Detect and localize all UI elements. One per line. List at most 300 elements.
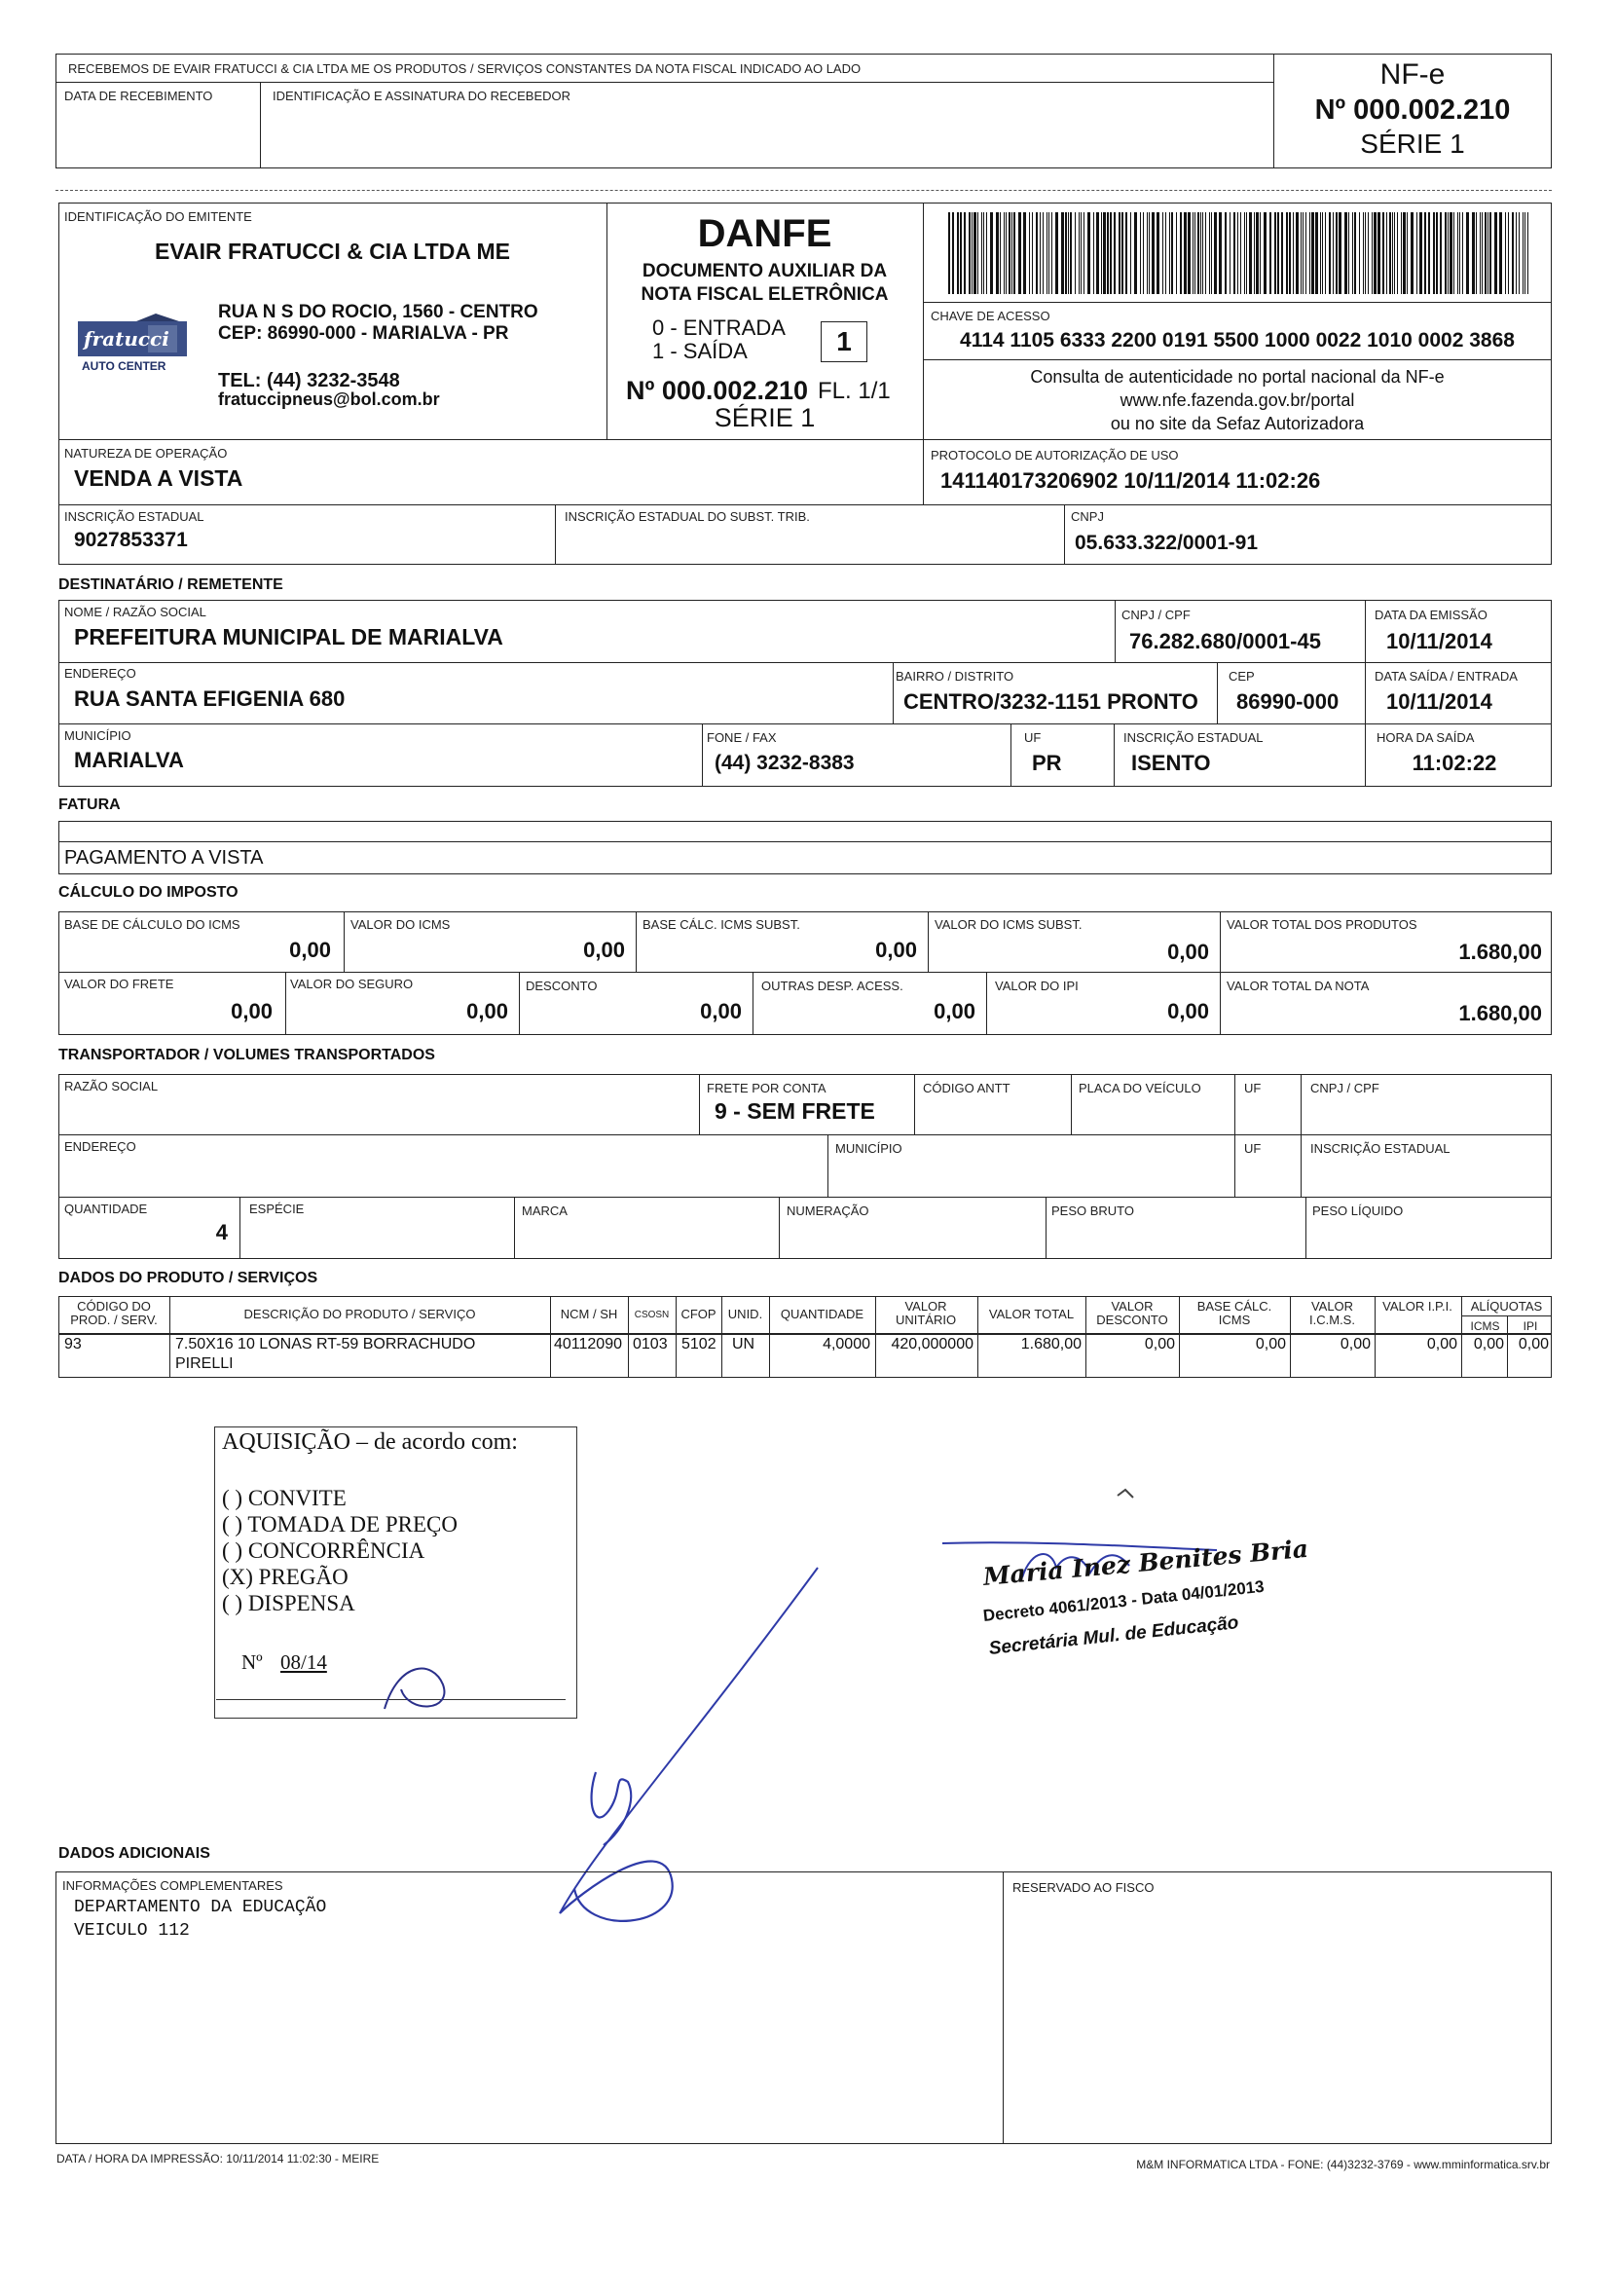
- fisco-label: RESERVADO AO FISCO: [1012, 1880, 1155, 1895]
- transp-num-label: NUMERAÇÃO: [787, 1204, 869, 1218]
- dest-municipio: MARIALVA: [74, 748, 184, 772]
- h-cod: CÓDIGO DO PROD. / SERV.: [70, 1299, 158, 1327]
- item-qtd: 4,0000: [823, 1336, 870, 1352]
- danfe-sub2: NOTA FISCAL ELETRÔNICA: [641, 284, 889, 305]
- barcode-bar: [1305, 212, 1306, 294]
- barcode-bar: [1448, 212, 1449, 294]
- dest-ie-label: INSCRIÇÃO ESTADUAL: [1123, 730, 1264, 745]
- h-csosn: CSOSN: [634, 1310, 670, 1320]
- danfe-titulo: DANFE: [697, 212, 832, 255]
- barcode-bar: [1171, 212, 1173, 294]
- barcode-bar: [1315, 212, 1318, 294]
- item-aicms: 0,00: [1473, 1336, 1504, 1352]
- transp-ie-label: INSCRIÇÃO ESTADUAL: [1310, 1141, 1451, 1156]
- barcode-bar: [1165, 212, 1166, 294]
- item-vunit: 420,000000: [891, 1336, 973, 1352]
- barcode-bar: [1147, 212, 1148, 294]
- chave-label: CHAVE DE ACESSO: [931, 309, 1050, 323]
- barcode-bar: [1309, 212, 1310, 294]
- barcode-bar: [1348, 212, 1349, 294]
- barcode-bar: [1013, 212, 1015, 294]
- barcode-bar: [1055, 212, 1058, 294]
- produtos-titulo: DADOS DO PRODUTO / SERVIÇOS: [58, 1270, 318, 1286]
- barcode-bar: [1162, 212, 1163, 294]
- barcode-bar: [1389, 212, 1391, 294]
- fatura-valor: PAGAMENTO A VISTA: [64, 847, 264, 869]
- barcode-bar: [1264, 212, 1267, 294]
- dest-fone-label: FONE / FAX: [707, 730, 777, 745]
- barcode-bar: [1119, 212, 1120, 294]
- barcode-bar: [1157, 212, 1159, 294]
- frete: 0,00: [231, 999, 273, 1023]
- barcode-bar: [1281, 212, 1283, 294]
- dest-end-label: ENDEREÇO: [64, 666, 136, 681]
- bc-icms: 0,00: [289, 938, 331, 962]
- item-aipi: 0,00: [1518, 1336, 1549, 1352]
- cnpj-label: CNPJ: [1071, 509, 1104, 524]
- barcode-bar: [1416, 212, 1417, 294]
- v-prod: 1.680,00: [1458, 940, 1542, 964]
- barcode-bar: [1466, 212, 1469, 294]
- seguro-label: VALOR DO SEGURO: [290, 977, 414, 991]
- barcode-bar: [1462, 212, 1463, 294]
- chave-consulta1: Consulta de autenticidade no portal nacional da NF-e: [1030, 367, 1445, 387]
- barcode-bar: [1274, 212, 1276, 294]
- barcode-bar: [1176, 212, 1177, 294]
- barcode-bar: [1048, 212, 1049, 294]
- barcode-bar: [1428, 212, 1430, 294]
- emitente-tel: TEL: (44) 3232-3548: [218, 370, 400, 391]
- stamp-num: 08/14: [280, 1650, 327, 1674]
- dest-nome: PREFEITURA MUNICIPAL DE MARIALVA: [74, 624, 503, 649]
- barcode-bar: [1079, 212, 1080, 294]
- v-icms: 0,00: [583, 938, 625, 962]
- barcode-bar: [1286, 212, 1288, 294]
- barcode-bar: [1301, 212, 1302, 294]
- barcode-bar: [1009, 212, 1010, 294]
- barcode-bar: [1121, 212, 1123, 294]
- h-aicms: ICMS: [1470, 1319, 1500, 1333]
- barcode-bar: [1424, 212, 1426, 294]
- ipi-label: VALOR DO IPI: [995, 979, 1079, 993]
- barcode-bar: [973, 212, 976, 294]
- barcode-bar: [1070, 212, 1072, 294]
- barcode-bar: [1450, 212, 1452, 294]
- emitente-email: fratuccipneus@bol.com.br: [218, 389, 440, 409]
- barcode-bar: [1237, 212, 1238, 294]
- barcode-bar: [1476, 212, 1477, 294]
- barcode-bar: [1459, 212, 1460, 294]
- fatura-titulo: FATURA: [58, 796, 121, 813]
- barcode-bar: [1440, 212, 1442, 294]
- barcode-bar: [1485, 212, 1487, 294]
- transp-frete-label: FRETE POR CONTA: [707, 1081, 826, 1095]
- barcode-bar: [1394, 212, 1395, 294]
- transp-mun-label: MUNICÍPIO: [835, 1141, 902, 1156]
- barcode-bar: [1225, 212, 1227, 294]
- barcode-bar: [1004, 212, 1005, 294]
- danfe-folha: FL. 1/1: [818, 378, 891, 404]
- item-bc: 0,00: [1255, 1336, 1286, 1352]
- barcode-bar: [1407, 212, 1408, 294]
- barcode-bar: [1249, 212, 1252, 294]
- barcode-bar: [1043, 212, 1044, 294]
- assinatura-cargo: Secretária Mul. de Educação: [987, 1612, 1240, 1659]
- h-vtot: VALOR TOTAL: [988, 1307, 1075, 1321]
- transp-pb-label: PESO BRUTO: [1051, 1204, 1135, 1218]
- canhoto-ident-label: IDENTIFICAÇÃO E ASSINATURA DO RECEBEDOR: [273, 89, 571, 103]
- frete-label: VALOR DO FRETE: [64, 977, 174, 991]
- barcode-bar: [1240, 212, 1241, 294]
- barcode-bar: [1527, 212, 1528, 294]
- barcode-bar: [1083, 212, 1084, 294]
- barcode-bar: [1472, 212, 1475, 294]
- barcode-bar: [1311, 212, 1314, 294]
- stamp-l2: ( ) TOMADA DE PREÇO: [222, 1512, 458, 1537]
- barcode-bar: [1149, 212, 1150, 294]
- item-unid: UN: [732, 1336, 755, 1352]
- ie-st-label: INSCRIÇÃO ESTADUAL DO SUBST. TRIB.: [565, 509, 810, 524]
- logo-text: fratucci: [84, 327, 169, 351]
- emitente-logo: [78, 314, 187, 374]
- barcode-bar: [1524, 212, 1525, 294]
- barcode-bar: [1333, 212, 1334, 294]
- canhoto-data-label: DATA DE RECEBIMENTO: [64, 89, 213, 103]
- barcode-bar: [1101, 212, 1102, 294]
- barcode-bar: [1269, 212, 1271, 294]
- dest-emissao-label: DATA DA EMISSÃO: [1375, 608, 1487, 622]
- barcode-bar: [960, 212, 962, 294]
- canhoto-nfe: NF-e: [1379, 58, 1446, 91]
- stamp-l5: ( ) DISPENSA: [222, 1591, 355, 1615]
- bc-st-label: BASE CÁLC. ICMS SUBST.: [643, 917, 800, 932]
- item-vtot: 1.680,00: [1020, 1336, 1082, 1352]
- barcode-bar: [1499, 212, 1502, 294]
- h-aipi: IPI: [1523, 1319, 1538, 1333]
- barcode-bar: [972, 212, 973, 294]
- barcode-bar: [1322, 212, 1323, 294]
- barcode-bar: [1457, 212, 1458, 294]
- h-vipi: VALOR I.P.I.: [1382, 1299, 1452, 1314]
- transp-razao-label: RAZÃO SOCIAL: [64, 1079, 159, 1093]
- transp-titulo: TRANSPORTADOR / VOLUMES TRANSPORTADOS: [58, 1047, 435, 1063]
- protocolo-label: PROTOCOLO DE AUTORIZAÇÃO DE USO: [931, 448, 1179, 463]
- h-qtd: QUANTIDADE: [780, 1307, 864, 1321]
- barcode-bar: [1194, 212, 1195, 294]
- canhoto-numero: Nº 000.002.210: [1314, 94, 1511, 126]
- rodape-software: M&M INFORMATICA LTDA - FONE: (44)3232-3769 - www.mminformatica.srv.br: [1136, 2158, 1550, 2171]
- dest-ie: ISENTO: [1131, 751, 1211, 775]
- chave-valor: 4114 1105 6333 2200 0191 5500 1000 0022 1010 0002 3868: [960, 329, 1515, 352]
- danfe-numero: Nº 000.002.210: [626, 376, 809, 405]
- natureza-valor: VENDA A VISTA: [74, 465, 243, 491]
- chave-consulta2: www.nfe.fazenda.gov.br/portal: [1120, 390, 1355, 410]
- barcode-bar: [1433, 212, 1435, 294]
- stamp-num-label: Nº: [241, 1650, 263, 1674]
- transp-cnpj-label: CNPJ / CPF: [1310, 1081, 1379, 1095]
- item-cod: 93: [64, 1336, 82, 1352]
- v-prod-label: VALOR TOTAL DOS PRODUTOS: [1227, 917, 1417, 932]
- stamp-l1: ( ) CONVITE: [222, 1486, 347, 1510]
- assinatura-nome: Maria Inez Benites Bria: [981, 1534, 1310, 1591]
- barcode-bar: [1011, 212, 1012, 294]
- barcode-bar: [957, 212, 959, 294]
- barcode-bar: [1244, 212, 1245, 294]
- dest-cep-label: CEP: [1229, 669, 1255, 684]
- barcode-bar: [1374, 212, 1377, 294]
- barcode-bar: [1193, 212, 1194, 294]
- barcode-bar: [1296, 212, 1299, 294]
- desc-label: DESCONTO: [526, 979, 598, 993]
- h-desc: DESCRIÇÃO DO PRODUTO / SERVIÇO: [243, 1307, 476, 1321]
- transp-placa-label: PLACA DO VEÍCULO: [1079, 1081, 1201, 1095]
- barcode-bar: [1386, 212, 1387, 294]
- barcode-bar: [1032, 212, 1033, 294]
- barcode-bar: [1103, 212, 1106, 294]
- chave-consulta3: ou no site da Sefaz Autorizadora: [1110, 414, 1365, 433]
- h-aliq: ALÍQUOTAS: [1470, 1299, 1543, 1314]
- barcode-bar: [964, 212, 966, 294]
- dest-cnpj-label: CNPJ / CPF: [1121, 608, 1191, 622]
- barcode-bar: [1068, 212, 1069, 294]
- barcode-bar: [1200, 212, 1201, 294]
- info-label: INFORMAÇÕES COMPLEMENTARES: [62, 1878, 283, 1893]
- barcode-bar: [1487, 212, 1488, 294]
- barcode-bar: [1401, 212, 1402, 294]
- danfe-entrada: 0 - ENTRADA: [652, 315, 786, 340]
- canhoto-recebemos: RECEBEMOS DE EVAIR FRATUCCI & CIA LTDA ME OS PRODUTOS / SERVIÇOS CONSTANTES DA NOTA FISCAL INDICADO AO LADO: [68, 61, 862, 76]
- dest-bairro-label: BAIRRO / DISTRITO: [896, 669, 1014, 684]
- barcode-bar: [1130, 212, 1131, 294]
- item-vipi: 0,00: [1426, 1336, 1457, 1352]
- barcode-bar: [948, 212, 950, 294]
- transp-antt-label: CÓDIGO ANTT: [923, 1081, 1010, 1095]
- barcode-bar: [1081, 212, 1082, 294]
- barcode-bar: [1140, 212, 1141, 294]
- barcode-bar: [1365, 212, 1366, 294]
- barcode-bar: [1382, 212, 1384, 294]
- barcode-bar: [952, 212, 954, 294]
- transp-end-label: ENDEREÇO: [64, 1139, 136, 1154]
- item-desc1: 7.50X16 10 LONAS RT-59 BORRACHUDO: [175, 1336, 476, 1352]
- destinatario-titulo: DESTINATÁRIO / REMETENTE: [58, 576, 283, 593]
- barcode-bar: [1523, 212, 1524, 294]
- barcode-bar: [1339, 212, 1341, 294]
- barcode-bar: [1482, 212, 1483, 294]
- assinatura-decreto: Decreto 4061/2013 - Data 04/01/2013: [981, 1576, 1266, 1625]
- danfe-tipo: 1: [821, 321, 867, 362]
- barcode-bar: [1372, 212, 1373, 294]
- barcode-bar: [1303, 212, 1304, 294]
- barcode-bar: [1359, 212, 1360, 294]
- barcode-bar: [1512, 212, 1514, 294]
- stamp-l3: ( ) CONCORRÊNCIA: [222, 1538, 425, 1563]
- emitente-cep: CEP: 86990-000 - MARIALVA - PR: [218, 323, 509, 344]
- outras: 0,00: [934, 999, 975, 1023]
- barcode-bar: [1114, 212, 1116, 294]
- barcode-bar: [1219, 212, 1222, 294]
- barcode-bar: [1184, 212, 1187, 294]
- transp-qtd-label: QUANTIDADE: [64, 1202, 148, 1216]
- emitente-label: IDENTIFICAÇÃO DO EMITENTE: [64, 209, 252, 224]
- barcode-bar: [1000, 212, 1001, 294]
- barcode-bar: [1087, 212, 1090, 294]
- barcode-bar: [1260, 212, 1261, 294]
- adicionais-titulo: DADOS ADICIONAIS: [58, 1845, 210, 1862]
- barcode: [948, 212, 1532, 294]
- barcode-bar: [1018, 212, 1021, 294]
- barcode-bar: [981, 212, 982, 294]
- barcode-bar: [1352, 212, 1353, 294]
- info-line2: VEICULO 112: [74, 1921, 190, 1941]
- dest-uf-label: UF: [1024, 730, 1042, 745]
- barcode-bar: [1051, 212, 1052, 294]
- barcode-bar: [1006, 212, 1007, 294]
- barcode-bar: [1519, 212, 1520, 294]
- item-cfop: 5102: [681, 1336, 716, 1352]
- barcode-bar: [1202, 212, 1203, 294]
- barcode-bar: [1125, 212, 1127, 294]
- seguro: 0,00: [466, 999, 508, 1023]
- outras-label: OUTRAS DESP. ACESS.: [761, 979, 903, 993]
- danfe-sub1: DOCUMENTO AUXILIAR DA: [642, 261, 888, 281]
- barcode-bar: [1445, 212, 1447, 294]
- barcode-bar: [1065, 212, 1067, 294]
- h-unid: UNID.: [727, 1307, 763, 1321]
- fatura-box: [58, 821, 1552, 874]
- v-icms-label: VALOR DO ICMS: [350, 917, 451, 932]
- barcode-bar: [1329, 212, 1331, 294]
- dest-saida: 10/11/2014: [1386, 689, 1492, 714]
- emitente-endereco: RUA N S DO ROCIO, 1560 - CENTRO: [218, 302, 538, 322]
- barcode-bar: [1436, 212, 1438, 294]
- barcode-bar: [1403, 212, 1406, 294]
- barcode-bar: [1209, 212, 1210, 294]
- barcode-bar: [1325, 212, 1326, 294]
- barcode-bar: [996, 212, 999, 294]
- transp-pl-label: PESO LÍQUIDO: [1312, 1204, 1404, 1218]
- v-st: 0,00: [1167, 940, 1209, 964]
- barcode-bar: [1188, 212, 1191, 294]
- barcode-bar: [1508, 212, 1509, 294]
- barcode-bar: [1152, 212, 1155, 294]
- barcode-bar: [1061, 212, 1064, 294]
- barcode-bar: [983, 212, 984, 294]
- barcode-bar: [1344, 212, 1347, 294]
- emitente-nome: EVAIR FRATUCCI & CIA LTDA ME: [155, 239, 510, 264]
- ipi: 0,00: [1167, 999, 1209, 1023]
- transp-frete: 9 - SEM FRETE: [715, 1098, 875, 1124]
- barcode-bar: [986, 212, 987, 294]
- total-label: VALOR TOTAL DA NOTA: [1227, 979, 1370, 993]
- dest-uf: PR: [1032, 751, 1062, 775]
- h-cfop: CFOP: [680, 1307, 716, 1321]
- v-st-label: VALOR DO ICMS SUBST.: [935, 917, 1083, 932]
- rodape-impressao: DATA / HORA DA IMPRESSÃO: 10/11/2014 11:02:30 - MEIRE: [56, 2152, 380, 2166]
- transp-qtd: 4: [215, 1220, 228, 1244]
- item-vdesc: 0,00: [1144, 1336, 1175, 1352]
- barcode-bar: [1110, 212, 1112, 294]
- dest-hora-label: HORA DA SAÍDA: [1377, 730, 1475, 745]
- h-vunit: VALOR UNITÁRIO: [895, 1299, 957, 1327]
- dest-hora: 11:02:22: [1412, 751, 1497, 775]
- barcode-bar: [1093, 212, 1094, 294]
- barcode-bar: [1214, 212, 1217, 294]
- item-csosn: 0103: [633, 1336, 668, 1352]
- stamp-titulo: AQUISIÇÃO – de acordo com:: [222, 1429, 518, 1455]
- barcode-bar: [1392, 212, 1393, 294]
- bc-icms-label: BASE DE CÁLCULO DO ICMS: [64, 917, 240, 932]
- info-line1: DEPARTAMENTO DA EDUCAÇÃO: [74, 1898, 327, 1917]
- barcode-bar: [1489, 212, 1491, 294]
- h-bc: BASE CÁLC. ICMS: [1196, 1299, 1272, 1327]
- item-vicms: 0,00: [1340, 1336, 1371, 1352]
- barcode-bar: [1336, 212, 1338, 294]
- barcode-bar: [1516, 212, 1517, 294]
- barcode-bar: [990, 212, 993, 294]
- barcode-bar: [1246, 212, 1247, 294]
- stamp-l4: (X) PREGÃO: [222, 1565, 349, 1589]
- barcode-bar: [1143, 212, 1144, 294]
- dest-mun-label: MUNICÍPIO: [64, 728, 131, 743]
- transp-uf2-label: UF: [1244, 1141, 1262, 1156]
- barcode-bar: [1494, 212, 1497, 294]
- total: 1.680,00: [1458, 1001, 1542, 1025]
- cnpj-valor: 05.633.322/0001-91: [1075, 532, 1259, 554]
- barcode-bar: [977, 212, 978, 294]
- natureza-label: NATUREZA DE OPERAÇÃO: [64, 446, 228, 461]
- barcode-bar: [1107, 212, 1109, 294]
- barcode-bar: [1256, 212, 1259, 294]
- dest-nome-label: NOME / RAZÃO SOCIAL: [64, 605, 206, 619]
- barcode-bar: [1197, 212, 1199, 294]
- canhoto-serie: SÉRIE 1: [1360, 129, 1465, 159]
- h-vicms: VALOR I.C.M.S.: [1309, 1299, 1355, 1327]
- barcode-bar: [1480, 212, 1481, 294]
- item-ncm: 40112090: [554, 1336, 622, 1352]
- danfe-saida: 1 - SAÍDA: [652, 339, 748, 363]
- transp-uf-label: UF: [1244, 1081, 1262, 1095]
- barcode-bar: [1354, 212, 1356, 294]
- barcode-bar: [1363, 212, 1364, 294]
- barcode-bar: [1169, 212, 1170, 294]
- dest-endereco: RUA SANTA EFIGENIA 680: [74, 686, 346, 711]
- barcode-bar: [1029, 212, 1030, 294]
- dest-saida-label: DATA SAÍDA / ENTRADA: [1375, 669, 1518, 684]
- barcode-bar: [1505, 212, 1506, 294]
- barcode-bar: [1397, 212, 1398, 294]
- ie-valor: 9027853371: [74, 529, 188, 551]
- barcode-bar: [1096, 212, 1099, 294]
- barcode-bar: [1134, 212, 1137, 294]
- dest-emissao: 10/11/2014: [1386, 629, 1492, 653]
- dest-cnpj: 76.282.680/0001-45: [1129, 629, 1321, 653]
- barcode-bar: [1211, 212, 1212, 294]
- transp-esp-label: ESPÉCIE: [249, 1202, 305, 1216]
- barcode-bar: [1233, 212, 1235, 294]
- dest-cep: 86990-000: [1236, 689, 1340, 714]
- cut-line: [55, 190, 1552, 191]
- item-desc2: PIRELLI: [175, 1355, 234, 1372]
- desc: 0,00: [700, 999, 742, 1023]
- protocolo-valor: 141140173206902 10/11/2014 11:02:26: [940, 468, 1321, 493]
- barcode-bar: [1023, 212, 1026, 294]
- barcode-bar: [1289, 212, 1291, 294]
- transp-marca-label: MARCA: [522, 1204, 568, 1218]
- barcode-bar: [1205, 212, 1206, 294]
- bc-st: 0,00: [875, 938, 917, 962]
- barcode-bar: [1180, 212, 1182, 294]
